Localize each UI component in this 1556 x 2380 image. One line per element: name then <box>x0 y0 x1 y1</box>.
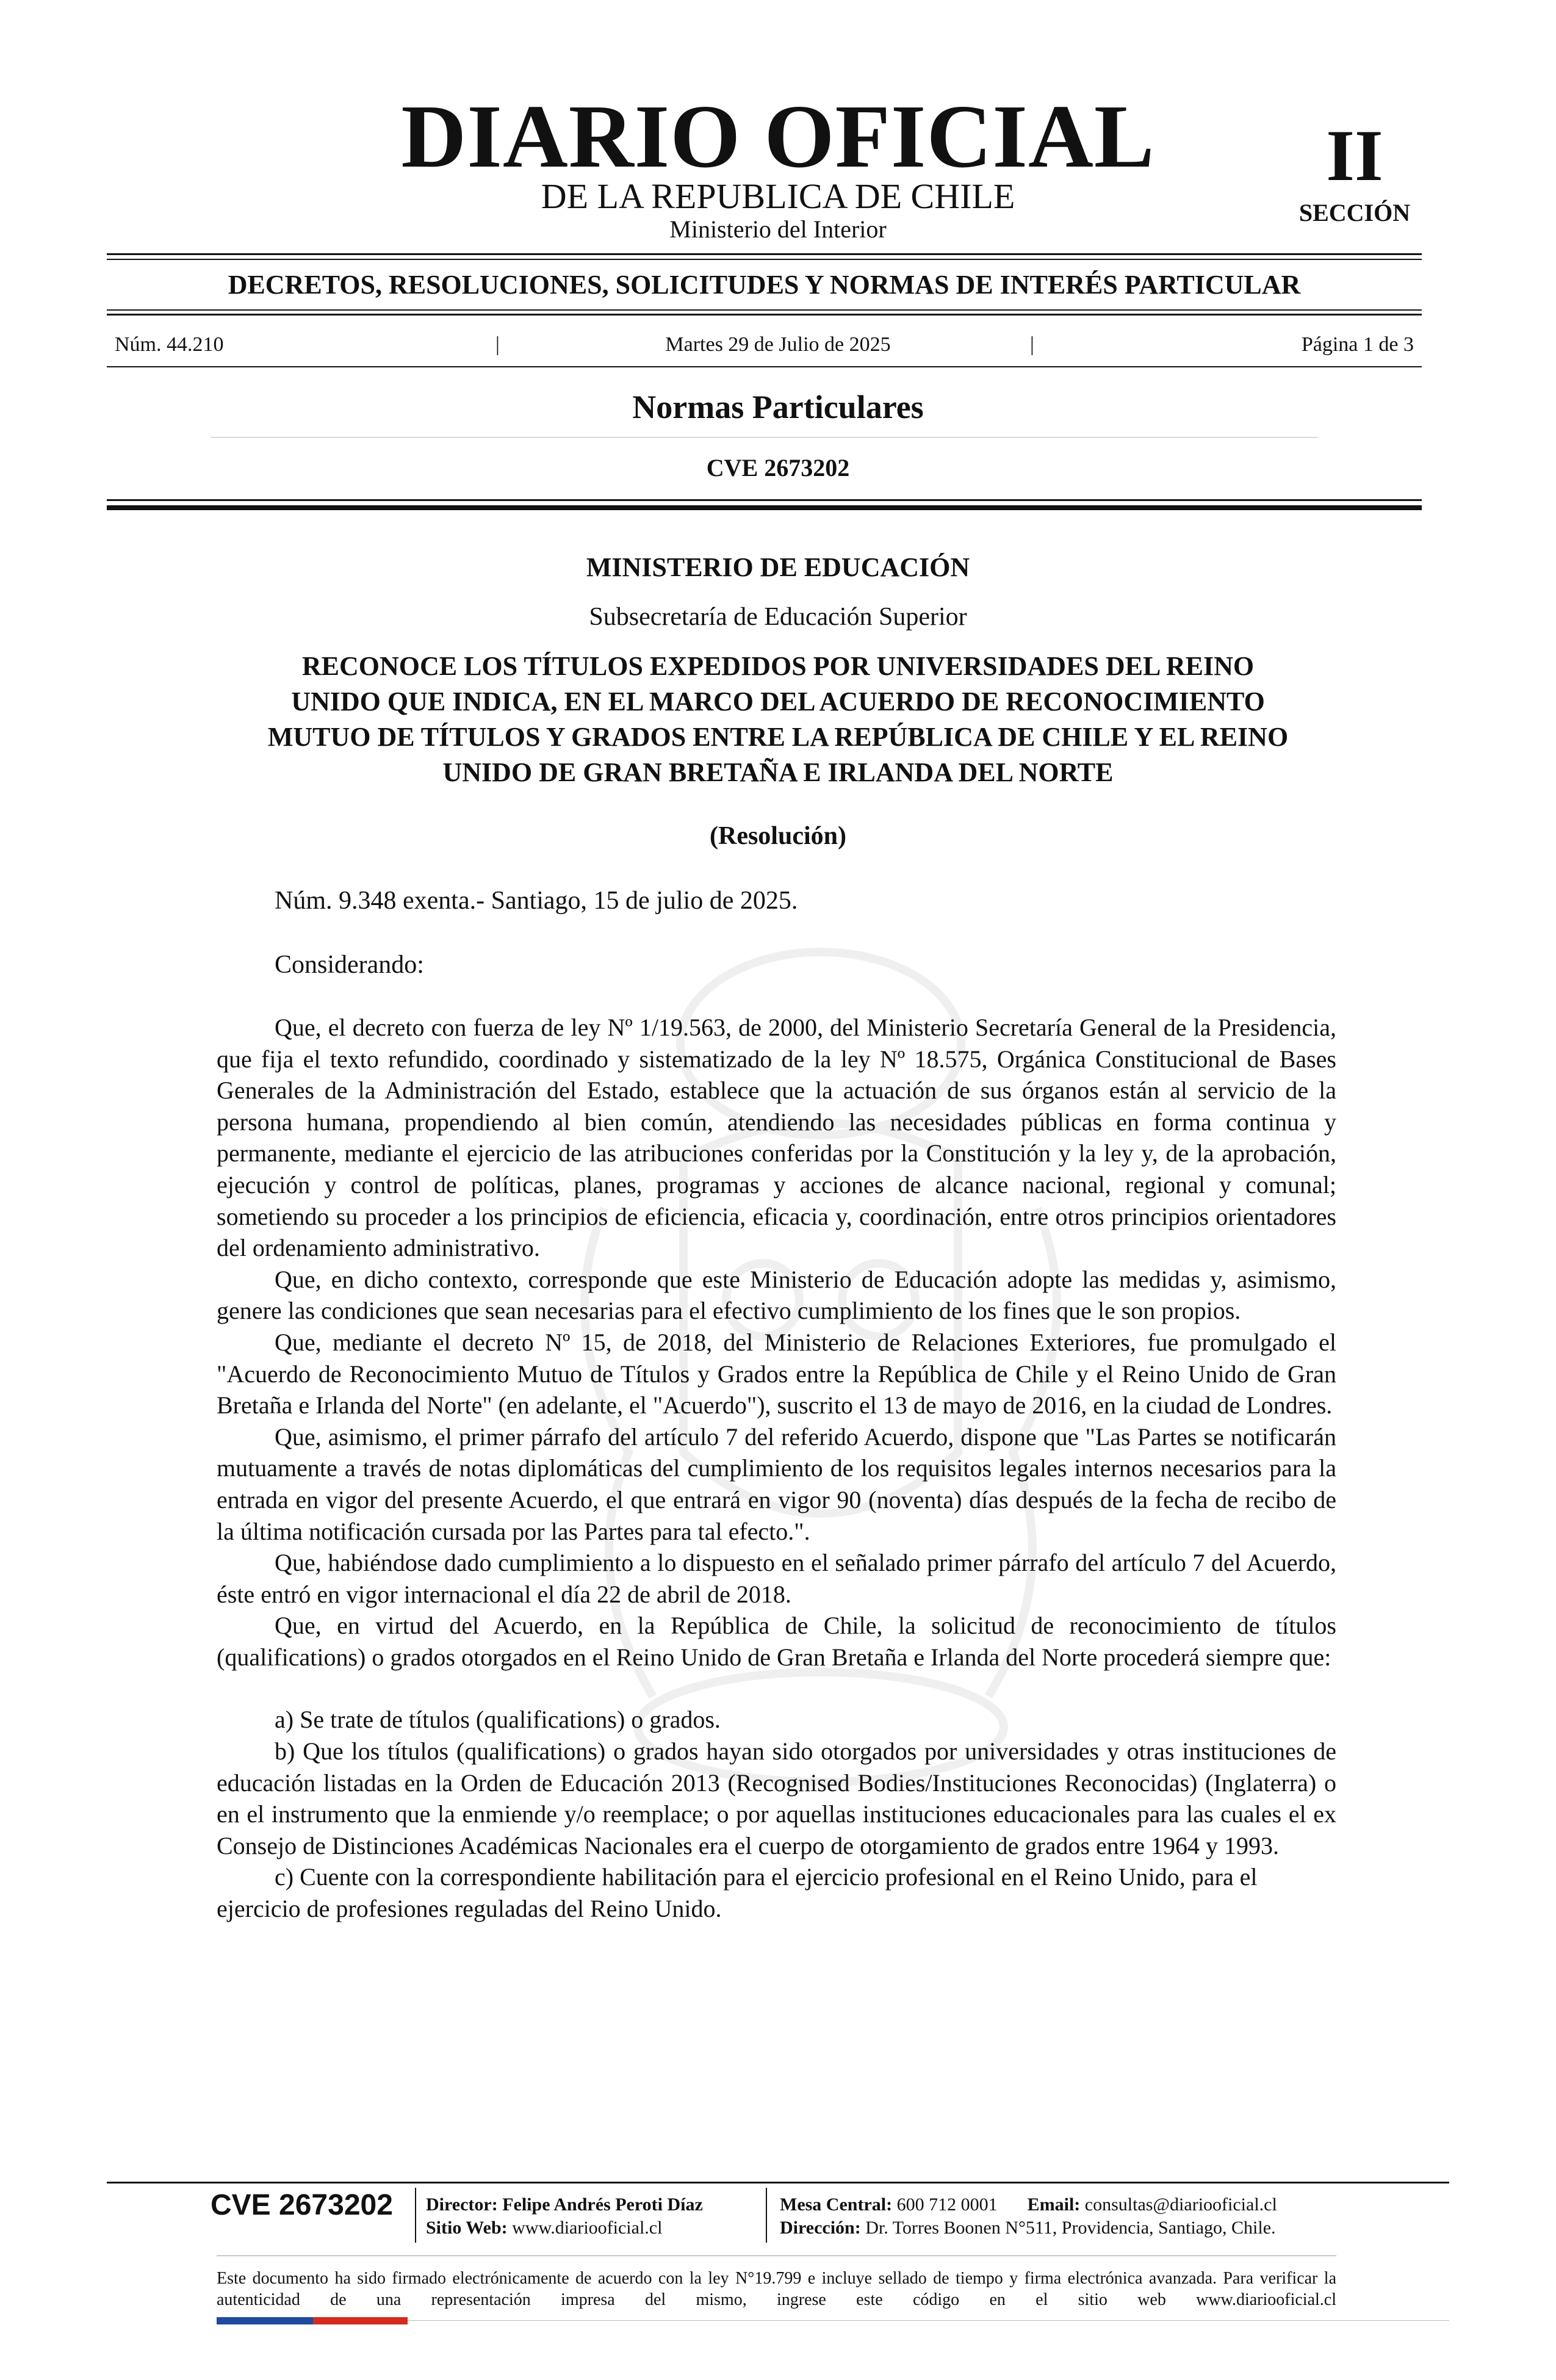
resolution-number: Núm. 9.348 exenta.- Santiago, 15 de julio de 2025. <box>275 887 798 915</box>
email-label: Email: <box>1027 2194 1081 2215</box>
issue-separator-2: | <box>1030 333 1034 356</box>
issue-separator-1: | <box>495 333 500 356</box>
list-item: a) Se trate de títulos (qualifications) o grados. <box>275 1706 721 1734</box>
issue-number: Núm. 44.210 <box>115 333 224 356</box>
header-rule-top-1 <box>107 253 1422 255</box>
body-paragraph: Que, asimismo, el primer párrafo del artículo 7 del referido Acuerdo, dispone que "Las Partes se notificarán mutuamente a través de notas diplomáticas del cumplimiento de los requisitos legales internos necesarios para la entrada en vigor del presente Acuerdo, el que entrará en vigor 90 (noventa) días después de la fecha de recibo de la última notificación cursada por las Partes para tal efecto.". <box>217 1423 1336 1545</box>
body-paragraph: Que, en dicho contexto, corresponde que este Ministerio de Educación adopte las medidas y, asimismo, genere las condiciones que sean necesarias para el efectivo cumplimiento de los fines que le son propios. <box>217 1265 1336 1325</box>
director-label: Director: <box>426 2194 498 2215</box>
ministry-heading: MINISTERIO DE EDUCACIÓN <box>586 552 970 582</box>
title-line: RECONOCE LOS TÍTULOS EXPEDIDOS POR UNIVERSIDADES DEL REINO <box>301 651 1255 681</box>
signature-note: Este documento ha sido firmado electrónicamente de acuerdo con la ley N°19.799 e incluye sellado de tiempo y firma electrónica avanzada. Para verificar la autenticidad de una representación impresa del mismo, ingrese este código en el sitio web www.diariooficial.cl <box>217 2269 1336 2309</box>
email-link[interactable]: consultas@diariooficial.cl <box>1084 2194 1277 2215</box>
masthead-title: DIARIO OFICIAL <box>401 87 1155 187</box>
masthead-subtitle: DE LA REPUBLICA DE CHILE <box>541 176 1015 216</box>
document-body <box>217 1012 1336 1925</box>
director-name: Felipe Andrés Peroti Díaz <box>502 2194 703 2215</box>
address-text: Dr. Torres Boonen N°511, Providencia, Santiago, Chile. <box>865 2218 1276 2238</box>
info-rule <box>107 366 1422 367</box>
paragraph-gap <box>217 1673 1336 1704</box>
title-line: UNIDO DE GRAN BRETAÑA E IRLANDA DEL NORTE <box>442 757 1114 787</box>
phone-label: Mesa Central: <box>780 2194 893 2215</box>
footer-divider-1 <box>415 2188 416 2243</box>
footer-contact <box>780 2196 1277 2214</box>
header-rule-top-2 <box>107 259 1422 260</box>
footer-cve-code: CVE 2673202 <box>211 2189 393 2221</box>
banner-rule-1 <box>107 309 1422 311</box>
subsecretaria: Subsecretaría de Educación Superior <box>589 603 967 631</box>
footer-divider-2 <box>766 2188 767 2243</box>
document-type: (Resolución) <box>710 822 846 850</box>
phone-number: 600 712 0001 <box>896 2194 998 2215</box>
body-paragraph: Que, habiéndose dado cumplimiento a lo dispuesto en el señalado primer párrafo del artículo 7 del Acuerdo, éste entró en vigor internacional el día 22 de abril de 2018. <box>217 1549 1336 1608</box>
considerando-label: Considerando: <box>275 951 424 979</box>
body-paragraph: Que, el decreto con fuerza de ley Nº 1/19.563, de 2000, del Ministerio Secretaría General de la Presidencia, que fija el texto refundido, coordinado y sistematizado de la ley Nº 18.575, Orgánica Constitucional de Bases Generales de la Administración del Estado, establece que la actuación de sus órganos están al servicio de la persona humana, propendiendo al bien común, atendiendo las necesidades públicas en forma continua y permanente, mediante el ejercicio de las atribuciones conferidas por la Constitución y la ley y, de la aprobación, ejecución y control de políticas, planes, programas y acciones de alcance nacional, regional y comunal; sometiendo su proceder a los principios de eficiencia, eficacia y, coordinación, entre otros principios orientadores del ordenamiento administrativo. <box>217 1014 1336 1262</box>
body-paragraph: Que, en virtud del Acuerdo, en la República de Chile, la solicitud de reconocimiento de títulos (qualifications) o grados otorgados en el Reino Unido de Gran Bretaña e Irlanda del Norte procederá siempre que: <box>217 1612 1336 1671</box>
issue-date: Martes 29 de Julio de 2025 <box>665 333 891 356</box>
title-line: MUTUO DE TÍTULOS Y GRADOS ENTRE LA REPÚBLICA DE CHILE Y EL REINO <box>267 722 1289 752</box>
masthead-ministry: Ministerio del Interior <box>669 215 887 243</box>
section-banner: DECRETOS, RESOLUCIONES, SOLICITUDES Y NORMAS DE INTERÉS PARTICULAR <box>228 270 1301 300</box>
resolution-title <box>195 649 1361 790</box>
issue-page: Página 1 de 3 <box>1301 333 1414 356</box>
section-label: SECCIÓN <box>1298 199 1411 226</box>
list-item: c) Cuente con la correspondiente habilitación para el ejercicio profesional en el Reino Unido, para el ejercicio de profesiones reguladas del Reino Unido. <box>217 1863 1258 1923</box>
flag-bar-red <box>313 2317 408 2324</box>
website-link[interactable]: www.diariooficial.cl <box>512 2218 663 2238</box>
footer-rule-bottom <box>408 2320 1449 2321</box>
banner-rule-2 <box>107 314 1422 316</box>
cve-rule-1 <box>107 499 1422 501</box>
footer-address <box>780 2219 1276 2237</box>
cve-rule-2 <box>107 505 1422 510</box>
section-title-rule <box>211 437 1318 438</box>
list-item: b) Que los títulos (qualifications) o grados hayan sido otorgados por universidades y otras instituciones de educación listadas en la Orden de Educación 2013 (Recognised Bodies/Instituciones Reconocidas) (Inglaterra) o en el instrumento que la enmiende y/o reemplace; o por aquellas instituciones educacionales para las cuales el ex Consejo de Distinciones Académicas Nacionales era el cuerpo de otorgamiento de grados entre 1964 y 1993. <box>217 1737 1336 1859</box>
footer-website <box>426 2219 662 2237</box>
section-title: Normas Particulares <box>632 389 924 425</box>
title-line: UNIDO QUE INDICA, EN EL MARCO DEL ACUERDO DE RECONOCIMIENTO <box>291 687 1265 716</box>
section-number: II <box>1326 115 1383 196</box>
address-label: Dirección: <box>780 2218 861 2238</box>
cve-code: CVE 2673202 <box>706 454 850 481</box>
website-label: Sitio Web: <box>426 2218 508 2238</box>
footer-rule-top <box>107 2182 1449 2183</box>
body-paragraph: Que, mediante el decreto Nº 15, de 2018, del Ministerio de Relaciones Exteriores, fue promulgado el "Acuerdo de Reconocimiento Mutuo de Títulos y Grados entre la República de Chile y el Reino Unido de Gran Bretaña e Irlanda del Norte" (en adelante, el "Acuerdo"), suscrito el 13 de mayo de 2016, en la ciudad de Londres. <box>217 1328 1336 1419</box>
flag-bar-blue <box>217 2317 313 2324</box>
footer-director <box>426 2196 703 2214</box>
